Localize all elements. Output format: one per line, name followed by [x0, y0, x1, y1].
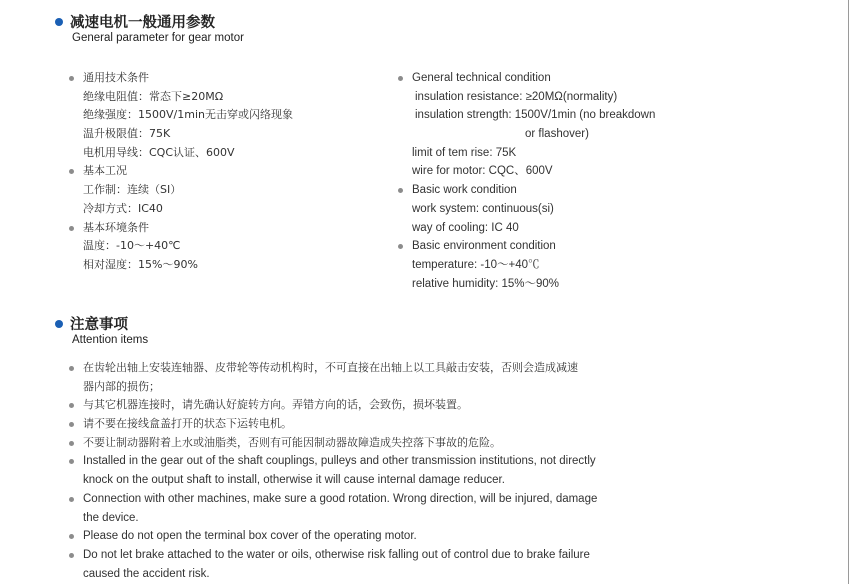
attention-note-line: [83, 359, 597, 378]
attention-note-line: [83, 396, 597, 415]
en-parameter-list: [412, 69, 655, 293]
line-text: 温度：-10～+40℃: [83, 239, 181, 253]
line-text: 在齿轮出轴上安装连轴器、皮带轮等传动机构时，不可直接在出轴上以工具敲击安装，否则会造成减速: [83, 361, 578, 374]
bullet-dot-icon: [69, 553, 74, 558]
section-title: 注意事项: [70, 317, 128, 333]
line-text: 相对湿度：15%～90%: [83, 257, 198, 271]
line-text: or flashover): [525, 128, 589, 141]
attention-note-line: [83, 565, 597, 584]
attention-note-line: [83, 471, 597, 490]
bullet-dot-icon: [69, 169, 74, 174]
parameter-line: [83, 88, 293, 107]
parameter-line: [83, 219, 293, 238]
line-text: 温升极限值：75K: [83, 127, 171, 141]
parameter-line: [412, 181, 655, 200]
line-text: 请不要在接线盒盖打开的状态下运转电机。: [83, 417, 292, 431]
line-text: 不要让制动器附着上水或油脂类，否则有可能因制动器故障造成失控落下事故的危险。: [83, 435, 501, 449]
line-text: 绝缘强度：1500V/1min无击穿或闪络现象: [83, 108, 293, 122]
attention-note-line: [83, 527, 597, 546]
attention-note-line: [83, 415, 597, 434]
parameter-line: [412, 275, 655, 294]
parameter-line: [412, 106, 655, 125]
parameter-line: [83, 181, 293, 200]
attention-notes-list: [83, 359, 597, 583]
line-text: 与其它机器连接时，请先确认好旋转方向。弄错方向的话，会致伤，损坏装置。: [83, 398, 468, 412]
attention-note-line: [83, 509, 597, 528]
line-text: Please do not open the terminal box cover of the operating motor.: [83, 530, 417, 543]
parameter-line: [83, 69, 293, 88]
line-text: 通用技术条件: [83, 71, 149, 84]
attention-note-line: [83, 452, 597, 471]
parameter-line: [412, 162, 655, 181]
section-subtitle: General parameter for gear motor: [72, 32, 244, 44]
parameter-line: [412, 200, 655, 219]
line-text: Basic work condition: [412, 184, 517, 197]
bullet-dot-icon: [69, 534, 74, 539]
line-text: insulation strength: 1500V/1min (no breakdown: [415, 109, 656, 122]
parameter-line: [83, 125, 293, 144]
parameter-line: [412, 88, 655, 107]
line-text: the device.: [83, 511, 139, 524]
bullet-dot-icon: [69, 459, 74, 464]
bullet-dot-icon: [69, 226, 74, 231]
parameter-line: [412, 219, 655, 238]
attention-note-line: [83, 490, 597, 509]
line-text: 电机用导线：CQC认证、600V: [83, 145, 235, 159]
line-text: insulation resistance: ≥20MΩ(normality): [415, 90, 618, 103]
section-bullet-icon: [55, 320, 63, 328]
bullet-dot-icon: [398, 188, 403, 193]
bullet-dot-icon: [69, 497, 74, 502]
line-text: 基本工况: [83, 164, 127, 178]
cn-parameter-list: [83, 69, 293, 275]
page-border: [848, 0, 849, 584]
bullet-dot-icon: [69, 441, 74, 446]
line-text: Do not let brake attached to the water or oils, otherwise risk falling out of control due to brake failure: [83, 548, 590, 561]
parameter-line: [83, 237, 293, 256]
line-text: 绝缘电阻值：常态下≥20MΩ: [83, 89, 224, 103]
line-text: 冷却方式：IC40: [83, 201, 163, 215]
line-text: Installed in the gear out of the shaft couplings, pulleys and other transmission institutions, not directly: [83, 455, 596, 468]
parameter-line: [412, 237, 655, 256]
bullet-dot-icon: [69, 76, 74, 81]
parameter-line: [412, 69, 655, 88]
bullet-dot-icon: [69, 403, 74, 408]
line-text: Connection with other machines, make sure a good rotation. Wrong direction, will be injured, damage: [83, 492, 598, 505]
attention-note-line: [83, 434, 597, 453]
line-text: 工作制：连续（SI）: [83, 183, 182, 197]
section-subtitle: Attention items: [72, 334, 149, 346]
parameter-line: [412, 256, 655, 275]
parameter-line: [83, 200, 293, 219]
parameter-line: [83, 144, 293, 163]
parameter-line: [83, 256, 293, 275]
bullet-dot-icon: [69, 366, 74, 371]
parameter-line: [412, 144, 655, 163]
line-text: General technical condition: [412, 72, 551, 84]
line-text: limit of tem rise: 75K: [412, 146, 517, 159]
line-text: relative humidity: 15%～90%: [412, 277, 560, 290]
line-text: work system: continuous(si): [412, 202, 554, 215]
bullet-dot-icon: [398, 76, 403, 81]
section-bullet-icon: [55, 18, 63, 26]
bullet-dot-icon: [69, 422, 74, 427]
line-text: temperature: -10～+40℃: [412, 258, 540, 271]
parameter-line: [83, 162, 293, 181]
section-title: 减速电机一般通用参数: [70, 15, 215, 31]
line-text: way of cooling: IC 40: [412, 221, 519, 234]
line-text: 器内部的损伤；: [83, 379, 160, 393]
line-text: knock on the output shaft to install, otherwise it will cause internal damage reducer.: [83, 474, 505, 487]
line-text: wire for motor: CQC、600V: [412, 165, 553, 178]
line-text: 基本环境条件: [83, 220, 149, 234]
line-text: Basic environment condition: [412, 240, 556, 253]
line-text: caused the accident risk.: [83, 567, 210, 580]
attention-note-line: [83, 546, 597, 565]
parameter-line: [83, 106, 293, 125]
bullet-dot-icon: [398, 244, 403, 249]
parameter-line: [412, 125, 655, 144]
attention-note-line: [83, 378, 597, 397]
